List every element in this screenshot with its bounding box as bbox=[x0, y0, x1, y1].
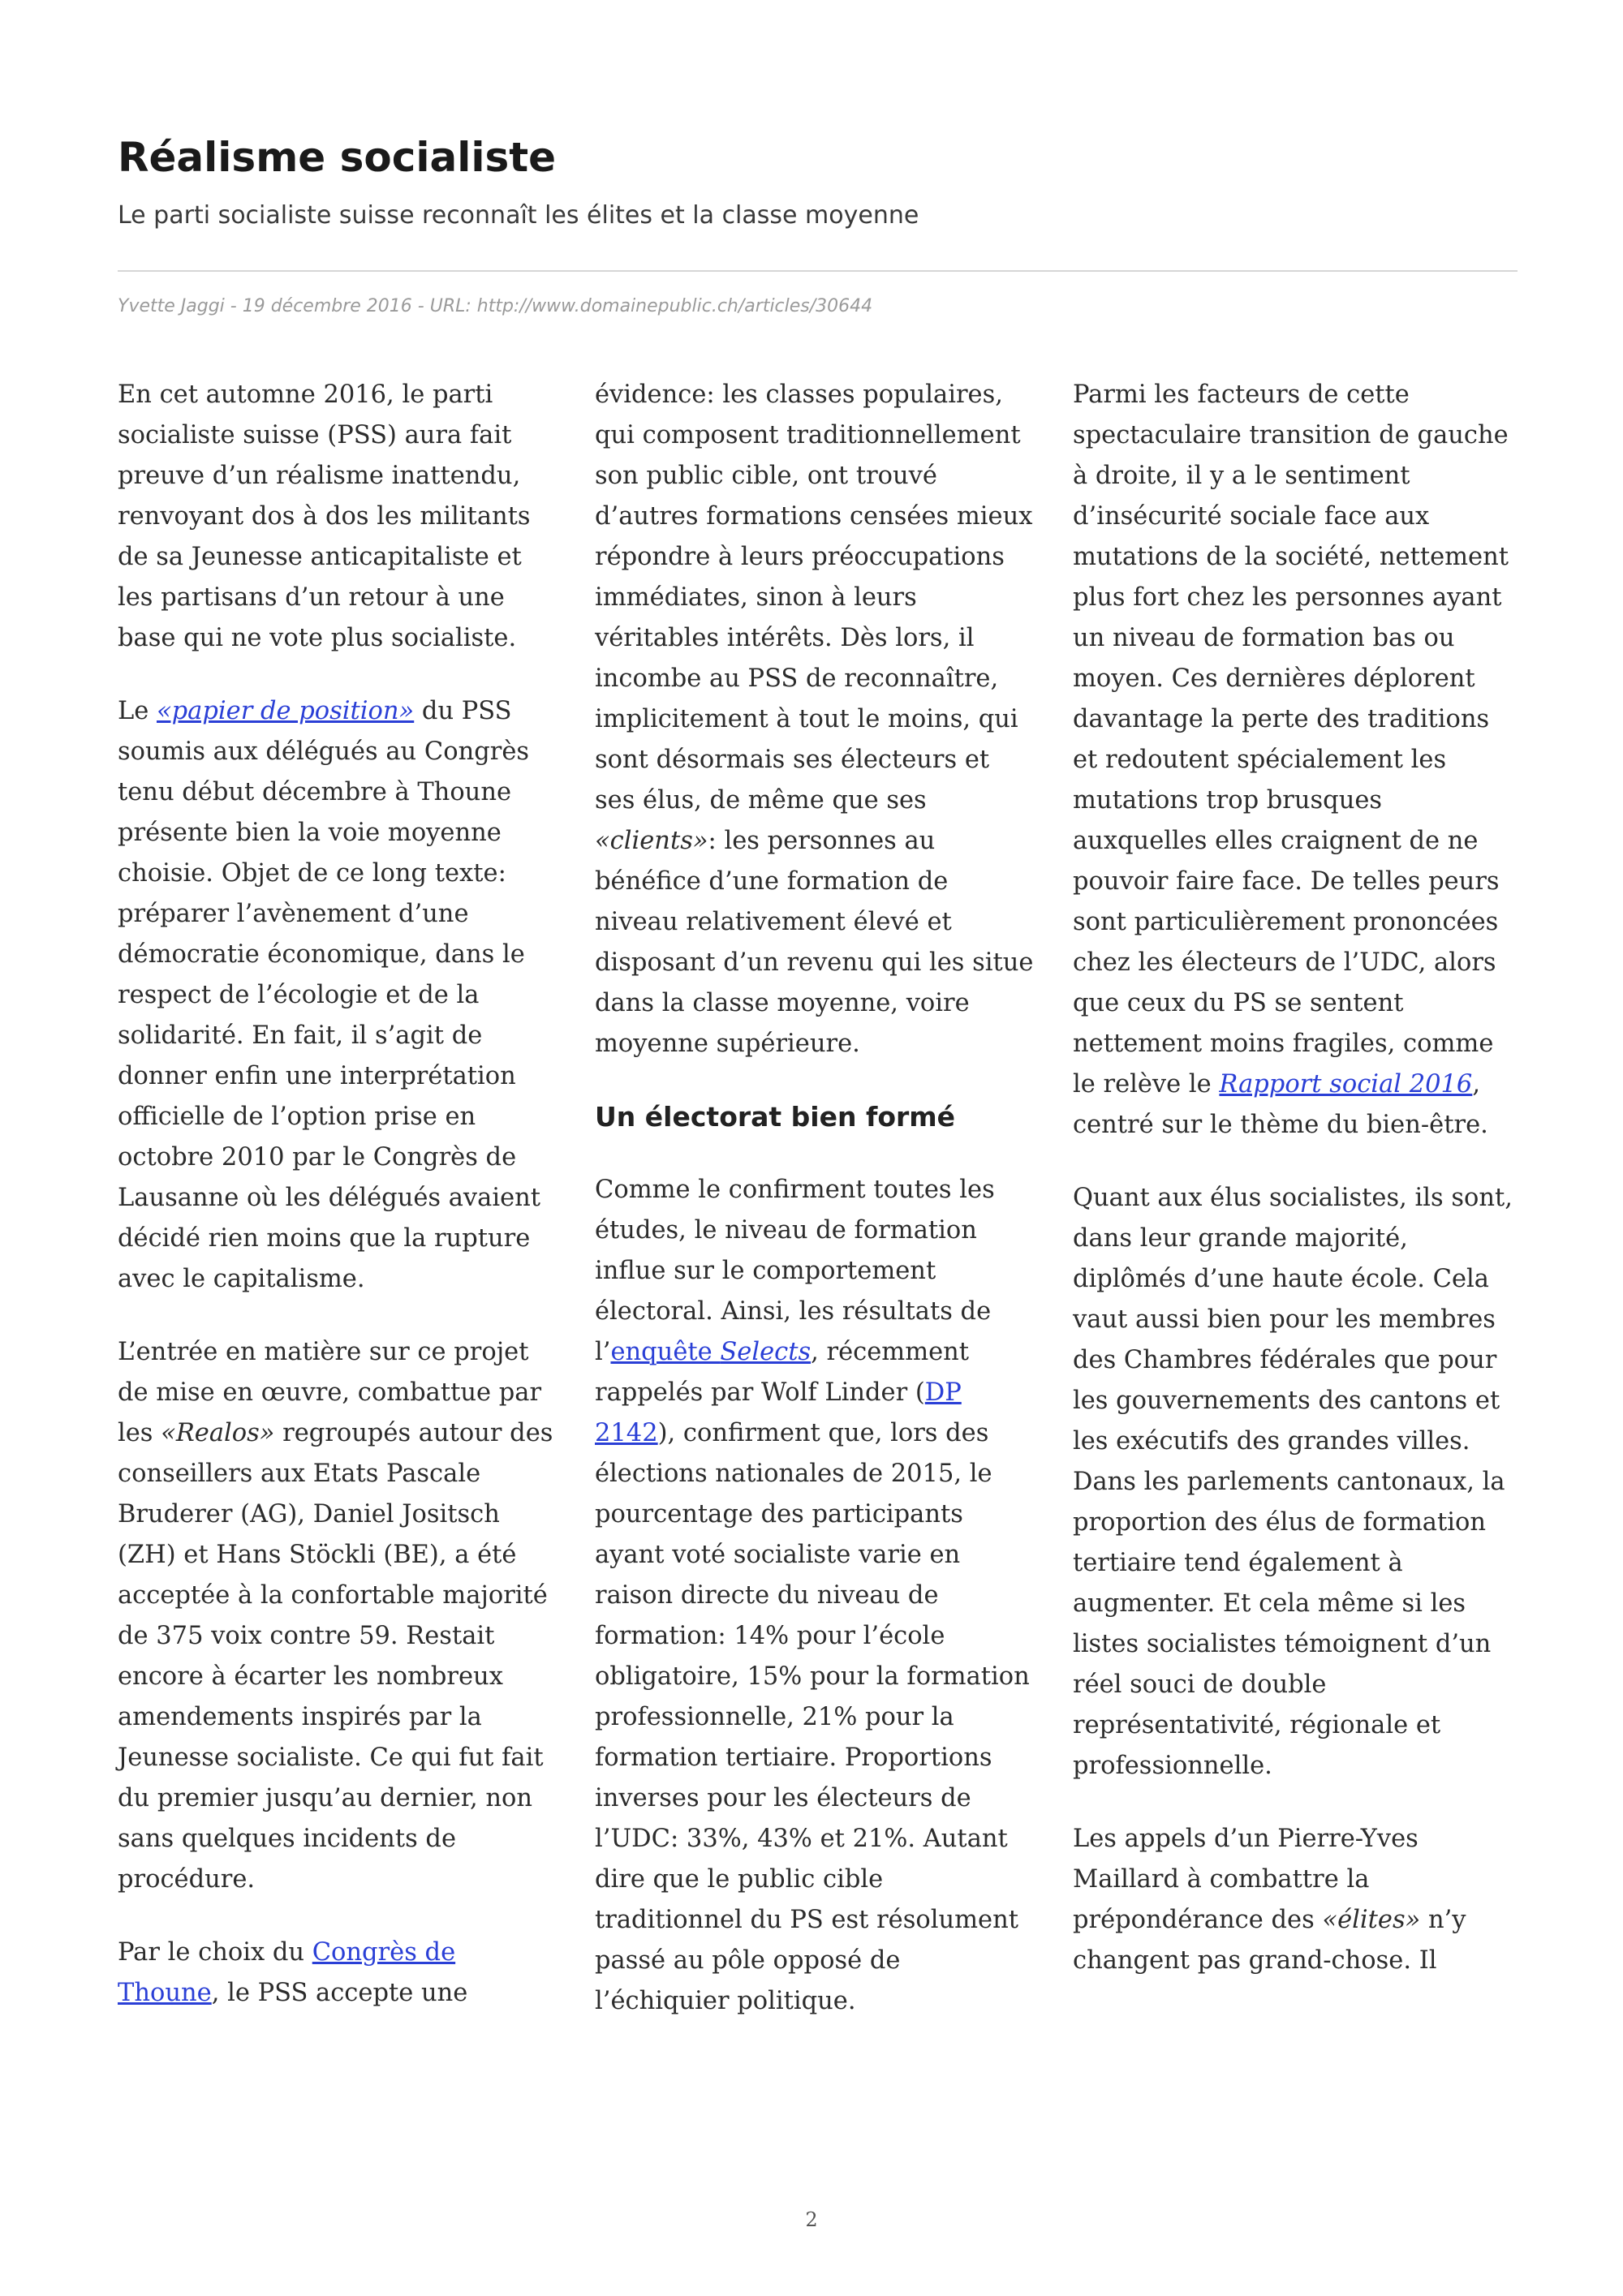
paragraph: évidence: les classes populaires, qui composent traditionnellement son public cible, ont trouvé d’autres formations censées mieux répondre à leurs préoccupations immédiates, sinon à leurs véritables intérêts. Dès lors, il incombe au PSS de reconnaître, implicitement à tout le moins, qui sont désormais ses électeurs et ses élus, de même que ses «clients»: les personnes au bénéfice d’une formation de niveau relativement élevé et disposant d’un revenu qui les situe dans la classe moyenne, voire moyenne supérieure. bbox=[595, 381, 1034, 1058]
page-number: 2 bbox=[805, 2208, 818, 2231]
rapport-social-link[interactable]: Rapport social 2016 bbox=[1219, 1070, 1473, 1099]
paragraph: Quant aux élus socialistes, ils sont, dans leur grande majorité, diplômés d’une haute école. Cela vaut aussi bien pour les membres des Chambres fédérales que pour les gouvernements des cantons et les exécutifs des grandes villes. Dans les parlements cantonaux, la proportion des élus de formation tertiaire tend également à augmenter. Et cela même si les listes socialistes témoignent d’un réel souci de double représentativité, régionale et professionnelle. bbox=[1073, 1184, 1513, 1780]
paragraph: Par le choix du Congrès de Thoune, le PSS accepte une bbox=[118, 1938, 468, 2007]
article-subtitle: Le parti socialiste suisse reconnaît les élites et la classe moyenne bbox=[118, 201, 919, 230]
paragraph: Le «papier de position» du PSS soumis aux délégués au Congrès tenu début décembre à Thoune présente bien la voie moyenne choisie. Objet de ce long texte: préparer l’avènement d’une démocratie économique, dans le respect de l’écologie et de la solidarité. En fait, il s’agit de donner enfin une interprétation officielle de l’option prise en octobre 2010 par le Congrès de Lausanne où les délégués avaient décidé rien moins que la rupture avec le capitalisme. bbox=[118, 697, 541, 1293]
dp-2142-link[interactable]: DP 2142 bbox=[595, 1378, 962, 1447]
papier-de-position-link[interactable]: «papier de position» bbox=[157, 697, 415, 725]
article-title: Réalisme socialiste bbox=[118, 134, 557, 181]
paragraph: L’entrée en matière sur ce projet de mise en œuvre, combattue par les «Realos» regroupés autour des conseillers aux Etats Pascale Bruderer (AG), Daniel Jositsch (ZH) et Hans Stöckli (BE), a été acceptée à la confortable majorité de 375 voix contre 59. Restait encore à écarter les nombreux amendements inspirés par la Jeunesse socialiste. Ce qui fut fait du premier jusqu’au dernier, non sans quelques incidents de procédure. bbox=[118, 1338, 553, 1894]
enquete-selects-link[interactable]: enquête Selects bbox=[610, 1338, 812, 1366]
paragraph: Comme le confirment toutes les études, le niveau de formation influe sur le comportement électoral. Ainsi, les résultats de l’enquête Selects, récemment rappelés par Wolf Linder (DP 2142), confirment que, lors des élections nationales de 2015, le pourcentage des participants ayant voté socialiste varie en raison directe du niveau de formation: 14% pour l’école obligatoire, 15% pour la formation professionnelle, 21% pour la formation tertiaire. Proportions inverses pour les électeurs de l’UDC: 33%, 43% et 21%. Autant dire que le public cible traditionnel du PS est résolument passé au pôle opposé de l’échiquier politique. bbox=[595, 1176, 1030, 2015]
congres-de-thoune-link[interactable]: Congrès de Thoune bbox=[118, 1938, 456, 2007]
section-heading: Un électorat bien formé bbox=[595, 1101, 956, 1133]
paragraph: Parmi les facteurs de cette spectaculaire transition de gauche à droite, il y a le sentiment d’insécurité sociale face aux mutations de la société, nettement plus fort chez les personnes ayant un niveau de formation bas ou moyen. Ces dernières déplorent davantage la perte des traditions et redoutent spécialement les mutations trop brusques auxquelles elles craignent de ne pouvoir faire face. De telles peurs sont particulièrement prononcées chez les électeurs de l’UDC, alors que ceux du PS se sentent nettement moins fragiles, comme le relève le Rapport social 2016, centré sur le thème du bien-être. bbox=[1073, 381, 1509, 1139]
article-byline: Yvette Jaggi - 19 décembre 2016 - URL: http://www.domainepublic.ch/articles/30644 bbox=[118, 296, 873, 316]
text-column-1 bbox=[118, 375, 560, 2046]
paragraph: En cet automne 2016, le parti socialiste suisse (PSS) aura fait preuve d’un réalisme inattendu, renvoyant dos à dos les militants de sa Jeunesse anticapitaliste et les partisans d’un retour à une base qui ne vote plus socialiste. bbox=[118, 381, 531, 652]
text-column-2 bbox=[595, 375, 1037, 2054]
header-divider bbox=[118, 270, 1518, 272]
text-column-3 bbox=[1073, 375, 1515, 2014]
paragraph: Les appels d’un Pierre-Yves Maillard à combattre la prépondérance des «élites» n’y changent pas grand-chose. Il bbox=[1073, 1825, 1466, 1975]
